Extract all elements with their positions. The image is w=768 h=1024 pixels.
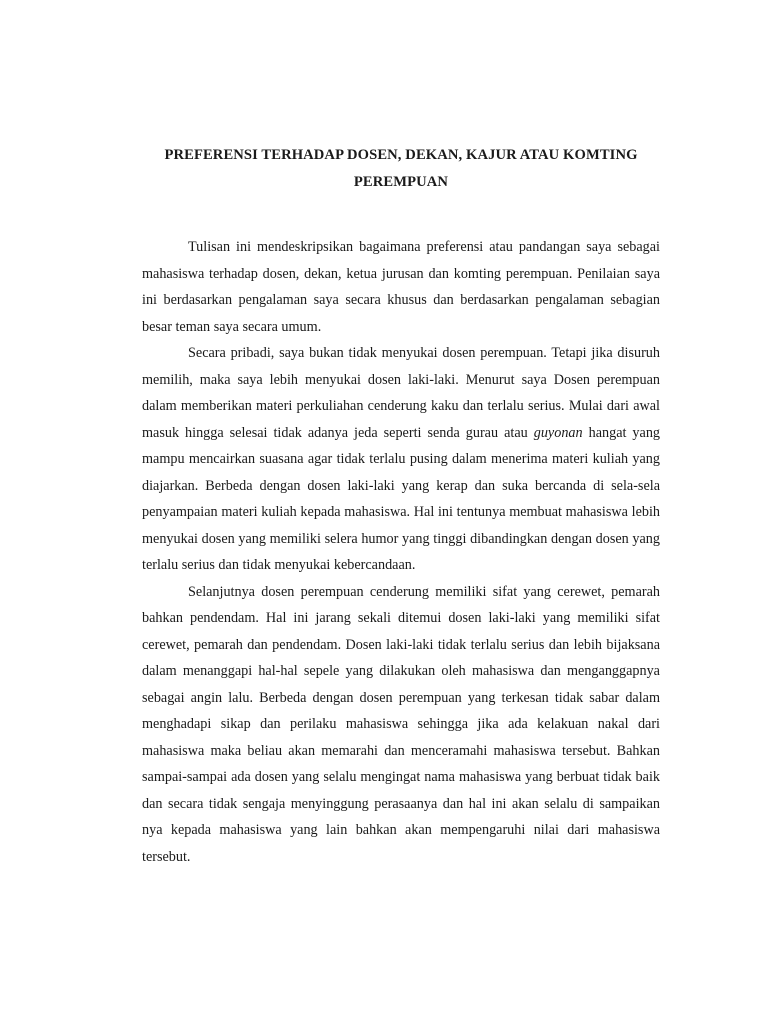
title-line-1: PREFERENSI TERHADAP DOSEN, DEKAN, KAJUR ATAU KOMTING [164,147,638,163]
document-title [142,142,660,196]
paragraph-1: Tulisan ini mendeskripsikan bagaimana preferensi atau pandangan saya sebagai mahasiswa terhadap dosen, dekan, ketua jurusan dan komting perempuan. Penilaian saya ini berdasarkan pengalaman saya secara khusus dan berdasarkan pengalaman sebagian besar teman saya secara umum. [142,239,660,335]
paragraph-3: Selanjutnya dosen perempuan cenderung memiliki sifat yang cerewet, pemarah bahkan pendendam. Hal ini jarang sekali ditemui dosen laki-laki yang memiliki sifat cerewet, pemarah dan pendendam. Dosen laki-laki tidak terlalu serius dan lebih bijaksana dalam menanggapi hal-hal sepele yang dilakukan oleh mahasiswa dan menganggapnya sebagai angin lalu. Berbeda dengan dosen perempuan yang terkesan tidak sabar dalam menghadapi sikap dan perilaku mahasiswa sehingga jika ada kelakuan nakal dari mahasiswa maka beliau akan memarahi dan menceramahi mahasiswa tersebut. Bahkan sampai-sampai ada dosen yang selalu mengingat nama mahasiswa yang berbuat tidak baik dan secara tidak sengaja menyinggung perasaanya dan hal ini akan selalu di sampaikan nya kepada mahasiswa yang lain bahkan akan mempengaruhi nilai dari mahasiswa tersebut. [142,583,660,865]
document-body [142,234,660,870]
paragraph-2 [142,340,660,579]
title-line-2: PEREMPUAN [353,174,449,190]
italic-term: guyonan [533,424,583,441]
paragraph-2-rest: hangat yang mampu mencairkan suasana agar tidak terlalu pusing dalam menerima materi kuliah yang diajarkan. Berbeda dengan dosen laki-laki yang kerap dan suka bercanda di sela-sela penyampaian materi kuliah kepada mahasiswa. Hal ini tentunya membuat mahasiswa lebih menyukai dosen yang memiliki selera humor yang tinggi dibandingkan dengan dosen yang terlalu serius dan tidak menyukai kebercandaan. [142,424,661,573]
paragraph-2-lead: Secara pribadi, saya bukan tidak menyukai dosen perempuan. Tetapi jika disuruh memilih, maka saya lebih menyukai dosen laki-laki. Menurut saya Dosen perempuan dalam memberikan materi perkuliahan cenderung kaku dan terlalu serius. Mulai dari awal masuk hingga selesai tidak adanya jeda seperti senda gurau atau [142,345,660,441]
document-page [142,142,660,870]
